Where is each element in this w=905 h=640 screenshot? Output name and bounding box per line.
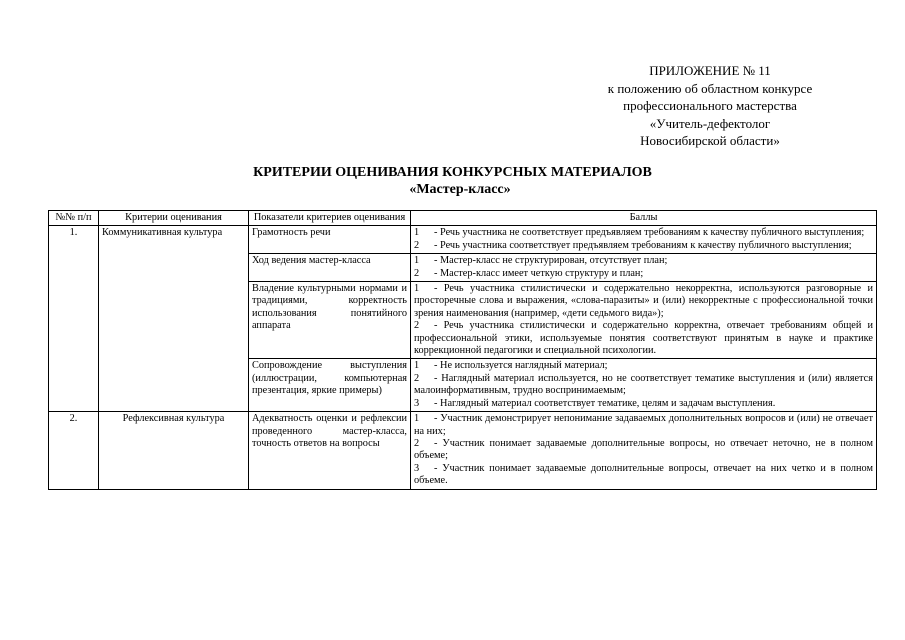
score-description: - Наглядный материал используется, но не соответствует тематике выступления и (или) является малоинформативным, трудно воспринимаемым; (414, 372, 873, 397)
title-main: КРИТЕРИИ ОЦЕНИВАНИЯ КОНКУРСНЫХ МАТЕРИАЛОВ (253, 165, 652, 180)
score-item (414, 283, 873, 320)
criteria-table (48, 210, 877, 490)
scores-cell (411, 254, 877, 282)
score-description: - Речь участника не соответствует предъявляем требованиям к качеству публичного выступления; (434, 227, 865, 239)
score-description: - Мастер-класс имеет четкую структуру и план; (434, 267, 644, 279)
indicator-cell: Ход ведения мастер-класса (249, 254, 411, 282)
score-item (414, 398, 873, 410)
table-header-row (49, 211, 877, 226)
indicator-cell: Сопровождение выступления (иллюстрации, компьютерная презентация, яркие примеры) (249, 359, 411, 412)
score-item (414, 360, 873, 372)
scores-cell (411, 412, 877, 489)
scores-cell (411, 282, 877, 359)
header-criteria: Критерии оценивания (99, 211, 249, 226)
indicator-cell: Грамотность речи (249, 226, 411, 254)
score-value: 2 (414, 320, 420, 332)
header-scores: Баллы (411, 211, 877, 226)
score-value: 1 (414, 283, 420, 295)
table-row (49, 412, 877, 489)
score-description: - Участник понимает задаваемые дополнительные вопросы, отвечает на них четко и в полном объеме. (414, 462, 873, 487)
score-item (414, 413, 873, 438)
score-value: 2 (414, 437, 420, 449)
header-indicators: Показатели критериев оценивания (249, 211, 411, 226)
table-body (49, 226, 877, 489)
score-value: 1 (414, 413, 420, 425)
criterion-cell: Рефлексивная культура (99, 412, 249, 489)
score-description: - Речь участника соответствует предъявляем требованиям к качеству публичного выступления; (434, 239, 852, 251)
score-value: 1 (414, 255, 420, 267)
score-item (414, 463, 873, 488)
score-value: 1 (414, 360, 420, 372)
score-description: - Участник понимает задаваемые дополнительные вопросы, но отвечает неточно, не в полном объеме; (414, 437, 873, 462)
header-num: №№ п/п (49, 211, 99, 226)
score-item (414, 240, 873, 252)
score-value: 2 (414, 267, 420, 279)
score-description: - Мастер-класс не структурирован, отсутствует план; (434, 255, 668, 267)
score-description: - Не используется наглядный материал; (434, 360, 608, 372)
indicator-cell: Владение культурными нормами и традициями, корректность использования понятийного аппарата (249, 282, 411, 359)
appendix-line: профессионального мастерства (623, 98, 797, 113)
score-item (414, 320, 873, 357)
appendix-line: к положению об областном конкурсе (607, 80, 813, 96)
criterion-cell: Коммуникативная культура (99, 226, 249, 412)
score-item (414, 268, 873, 280)
score-description: - Речь участника стилистически и содержательно некорректна, используются разговорные и просторечные слова и выражения, «слова-паразиты» и (или) некорректные с профессиональной точки зрения наименования (например, «дети седьмого вида»); (414, 283, 873, 319)
table-row (49, 226, 877, 254)
document-title (0, 164, 905, 198)
title-sub: «Мастер-класс» (409, 182, 511, 197)
row-number: 1. (49, 226, 99, 412)
score-value: 3 (414, 462, 420, 474)
score-item (414, 373, 873, 398)
score-description: - Участник демонстрирует непонимание задаваемых дополнительных вопросов и (или) не отвечает на них; (414, 413, 873, 437)
row-number: 2. (49, 412, 99, 489)
score-item (414, 438, 873, 463)
score-description: - Речь участника стилистически и содержательно корректна, отвечает требованиям общей и профессиональной этики, используемые понятия соответствуют принятым в науке и практике коррекционной педагогики и специальной психологии. (414, 320, 873, 357)
appendix-line: ПРИЛОЖЕНИЕ № 11 (649, 63, 771, 78)
score-value: 2 (414, 372, 420, 384)
score-item (414, 255, 873, 267)
scores-cell (411, 359, 877, 412)
score-value: 3 (414, 397, 420, 409)
score-description: - Наглядный материал соответствует тематике, целям и задачам выступления. (434, 397, 776, 409)
appendix-line: Новосибирской области» (640, 133, 780, 148)
score-item (414, 227, 873, 239)
scores-cell (411, 226, 877, 254)
appendix-line: «Учитель-дефектолог (649, 115, 771, 131)
score-value: 2 (414, 239, 420, 251)
appendix-header (560, 62, 860, 150)
score-value: 1 (414, 227, 420, 239)
indicator-cell: Адекватность оценки и рефлексии проведенного мастер-класса, точность ответов на вопросы (249, 412, 411, 489)
